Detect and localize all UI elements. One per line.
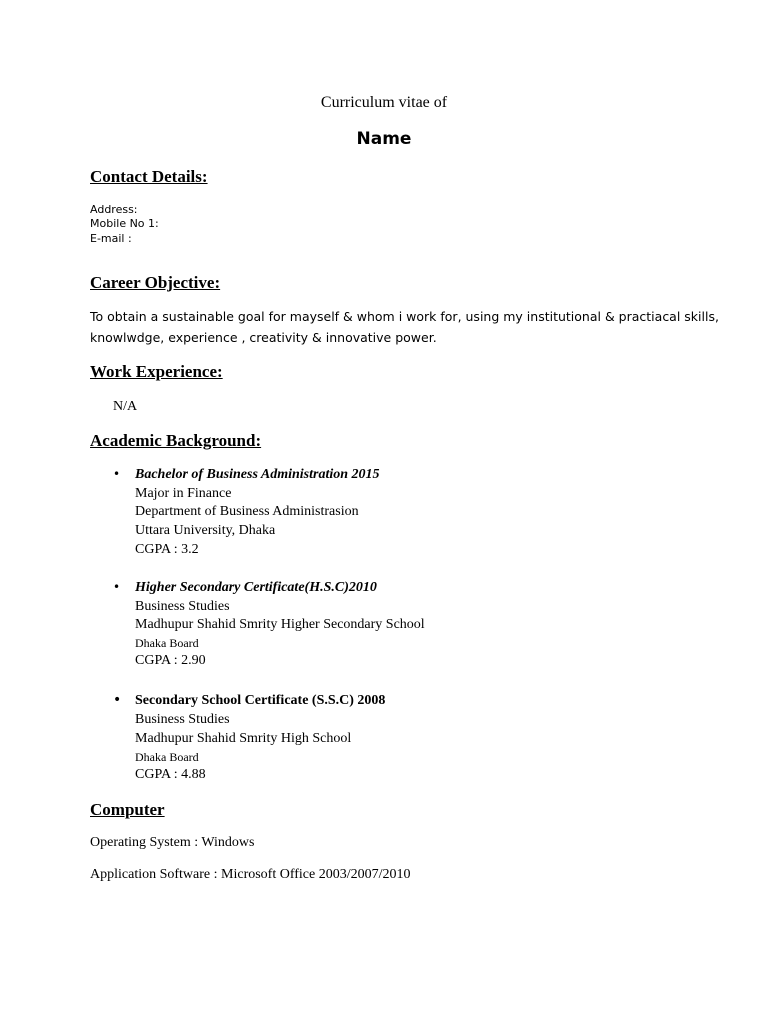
hsc-group: Business Studies	[135, 599, 230, 614]
bullet-icon: •	[113, 580, 121, 594]
work-heading: Work Experience:	[90, 362, 223, 381]
bba-department: Department of Business Administrasion	[135, 504, 359, 519]
work-value: N/A	[113, 399, 138, 414]
career-heading: Career Objective:	[90, 273, 221, 292]
bba-institution: Uttara University, Dhaka	[135, 523, 276, 538]
career-text-line2: knowlwdge, experience , creativity & innovative power.	[90, 330, 437, 345]
degree-hsc: Higher Secondary Certificate(H.S.C)2010	[135, 580, 377, 595]
operating-system: Operating System : Windows	[90, 835, 255, 850]
bullet-icon: •	[113, 467, 121, 481]
ssc-institution: Madhupur Shahid Smrity High School	[135, 731, 352, 746]
hsc-institution: Madhupur Shahid Smrity Higher Secondary School	[135, 617, 425, 632]
address-label: Address:	[90, 203, 138, 216]
cv-name: Name	[356, 129, 412, 149]
degree-ssc: Secondary School Certificate (S.S.C) 2008	[135, 693, 386, 708]
bba-major: Major in Finance	[135, 486, 232, 501]
bba-cgpa: CGPA : 3.2	[135, 542, 199, 557]
contact-heading: Contact Details:	[90, 167, 208, 186]
career-text-line1: To obtain a sustainable goal for mayself & whom i work for, using my institutional & practiacal skills,	[90, 309, 719, 324]
hsc-board: Dhaka Board	[135, 636, 199, 650]
degree-bba: Bachelor of Business Administration 2015	[135, 467, 380, 482]
ssc-cgpa: CGPA : 4.88	[135, 767, 206, 782]
bullet-icon: •	[113, 692, 122, 708]
computer-heading: Computer	[90, 800, 165, 819]
mobile-label: Mobile No 1:	[90, 217, 159, 230]
email-label: E-mail :	[90, 232, 132, 245]
application-software: Application Software : Microsoft Office 2003/2007/2010	[90, 867, 411, 882]
hsc-cgpa: CGPA : 2.90	[135, 653, 206, 668]
cv-title: Curriculum vitae of	[320, 94, 448, 111]
academic-heading: Academic Background:	[90, 431, 262, 450]
ssc-board: Dhaka Board	[135, 750, 199, 764]
ssc-group: Business Studies	[135, 712, 230, 727]
